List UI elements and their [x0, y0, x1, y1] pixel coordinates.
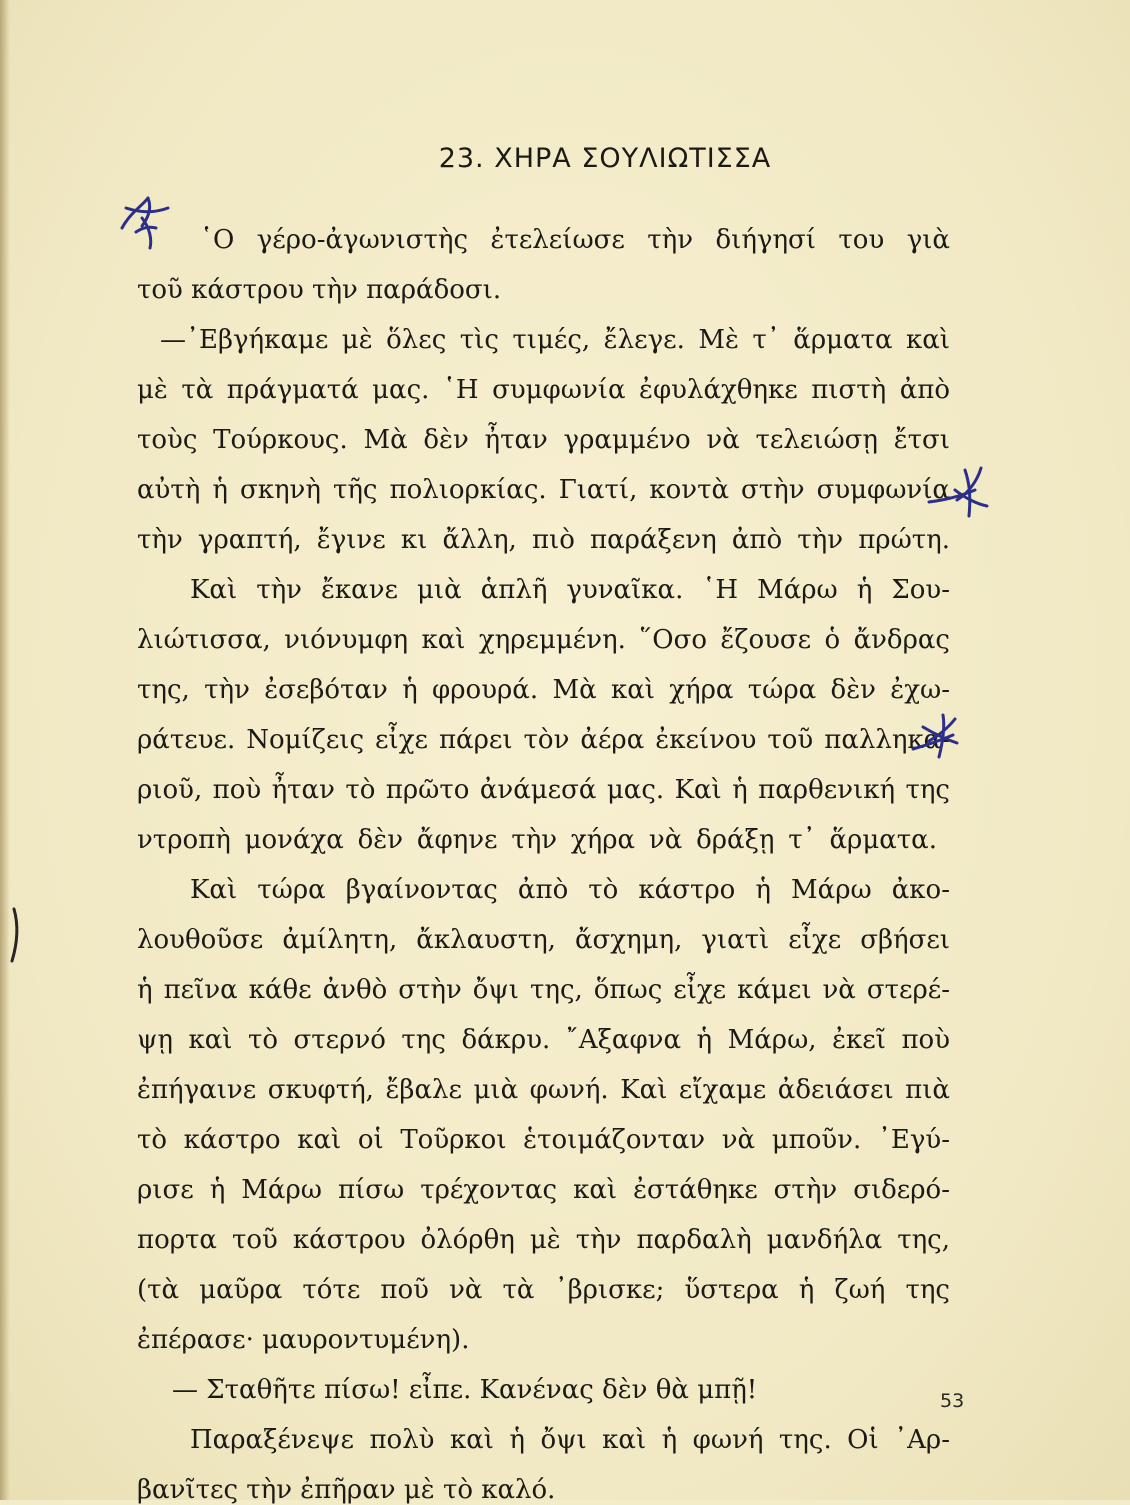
page-edge-shadow — [0, 0, 10, 1500]
text-line: αὐτὴ ἡ σκηνὴ τῆς πολιορκίας. Γιατί, κοντὰ στὴν συμφωνία — [137, 475, 950, 505]
chapter-title: 23. ΧΗΡΑ ΣΟΥΛΙΩΤΙΣΣΑ — [438, 143, 772, 174]
text-line: ριοῦ, ποὺ ἦταν τὸ πρῶτο ἀνάμεσά μας. Καὶ ἡ παρθενική της — [137, 775, 950, 805]
text-line: πορτα τοῦ κάστρου ὀλόρθη μὲ τὴν παρδαλὴ μανδήλα της, — [137, 1225, 950, 1255]
handwritten-asterisk-icon — [905, 705, 965, 765]
text-line: ρισε ἡ Μάρω πίσω τρέχοντας καὶ ἐστάθηκε στὴν σιδερό- — [137, 1175, 950, 1205]
text-line: τὸ κάστρο καὶ οἱ Τοῦρκοι ἑτοιμάζονταν νὰ μποῦν. ᾿Εγύ- — [137, 1125, 950, 1155]
text-line: ἐπέρασε· μαυροντυμένη). — [137, 1325, 470, 1355]
page-number: 53 — [940, 1390, 965, 1412]
text-line: Παραξένεψε πολὺ καὶ ἡ ὄψι καὶ ἡ φωνή της. Οἱ ᾿Αρ- — [190, 1425, 950, 1455]
text-line: ἡ πεῖνα κάθε ἀνθὸ στὴν ὄψι της, ὅπως εἶχε κάμει νὰ στερέ- — [137, 975, 950, 1005]
text-line: Καὶ τώρα βγαίνοντας ἀπὸ τὸ κάστρο ἡ Μάρω ἀκο- — [190, 875, 950, 905]
margin-pen-mark-icon — [4, 905, 26, 965]
text-line: τοὺς Τούρκους. Μὰ δὲν ἦταν γραμμένο νὰ τελειώσῃ ἔτσι — [137, 425, 950, 455]
text-line: Καὶ τὴν ἔκανε μιὰ ἁπλῆ γυναῖκα. ῾Η Μάρω ἡ Σου- — [190, 575, 950, 605]
text-line: ψῃ καὶ τὸ στερνό της δάκρυ. ῎Αξαφνα ἡ Μάρω, ἐκεῖ ποὺ — [137, 1025, 950, 1055]
handwritten-asterisk-icon — [925, 460, 995, 530]
text-line: λιώτισσα, νιόνυμφη καὶ χηρεμμένη. ῞Οσο ἔζουσε ὁ ἄνδρας — [137, 625, 950, 655]
text-line: ἐπήγαινε σκυφτή, ἔβαλε μιὰ φωνή. Καὶ εἴχαμε ἀδειάσει πιὰ — [137, 1075, 950, 1105]
text-line: τοῦ κάστρου τὴν παράδοσι. — [137, 275, 502, 305]
handwritten-asterisk-icon — [112, 188, 178, 254]
text-line: ῾Ο γέρο-ἀγωνιστὴς ἐτελείωσε τὴν διήγησί του γιὰ — [200, 225, 950, 255]
text-line: — Σταθῆτε πίσω! εἶπε. Κανένας δὲν θὰ μπῇ! — [172, 1375, 758, 1405]
text-line: τὴν γραπτή, ἔγινε κι ἄλλη, πιὸ παράξενη ἀπὸ τὴν πρώτη. — [137, 525, 950, 555]
text-line: ντροπὴ μονάχα δὲν ἄφηνε τὴν χήρα νὰ δράξῃ τ᾿ ἅρματα. — [137, 825, 937, 855]
text-line: μὲ τὰ πράγματά μας. ῾Η συμφωνία ἐφυλάχθηκε πιστὴ ἀπὸ — [137, 375, 950, 405]
text-line: —᾿Εβγήκαμε μὲ ὅλες τὶς τιμές, ἔλεγε. Μὲ τ᾿ ἅρματα καὶ — [160, 325, 950, 355]
text-line: βανῖτες τὴν ἐπῆραν μὲ τὸ καλό. — [137, 1475, 556, 1505]
text-line: της, τὴν ἐσεβόταν ἡ φρουρά. Μὰ καὶ χήρα τώρα δὲν ἐχω- — [137, 675, 950, 705]
text-line: λουθοῦσε ἀμίλητη, ἄκλαυστη, ἄσχημη, γιατὶ εἶχε σβήσει — [137, 925, 950, 955]
text-line: ράτευε. Νομίζεις εἶχε πάρει τὸν ἀέρα ἐκείνου τοῦ παλληκα- — [137, 725, 950, 755]
text-line: (τὰ μαῦρα τότε ποῦ νὰ τὰ ᾿βρισκε; ὕστερα ἡ ζωή της — [137, 1275, 950, 1305]
